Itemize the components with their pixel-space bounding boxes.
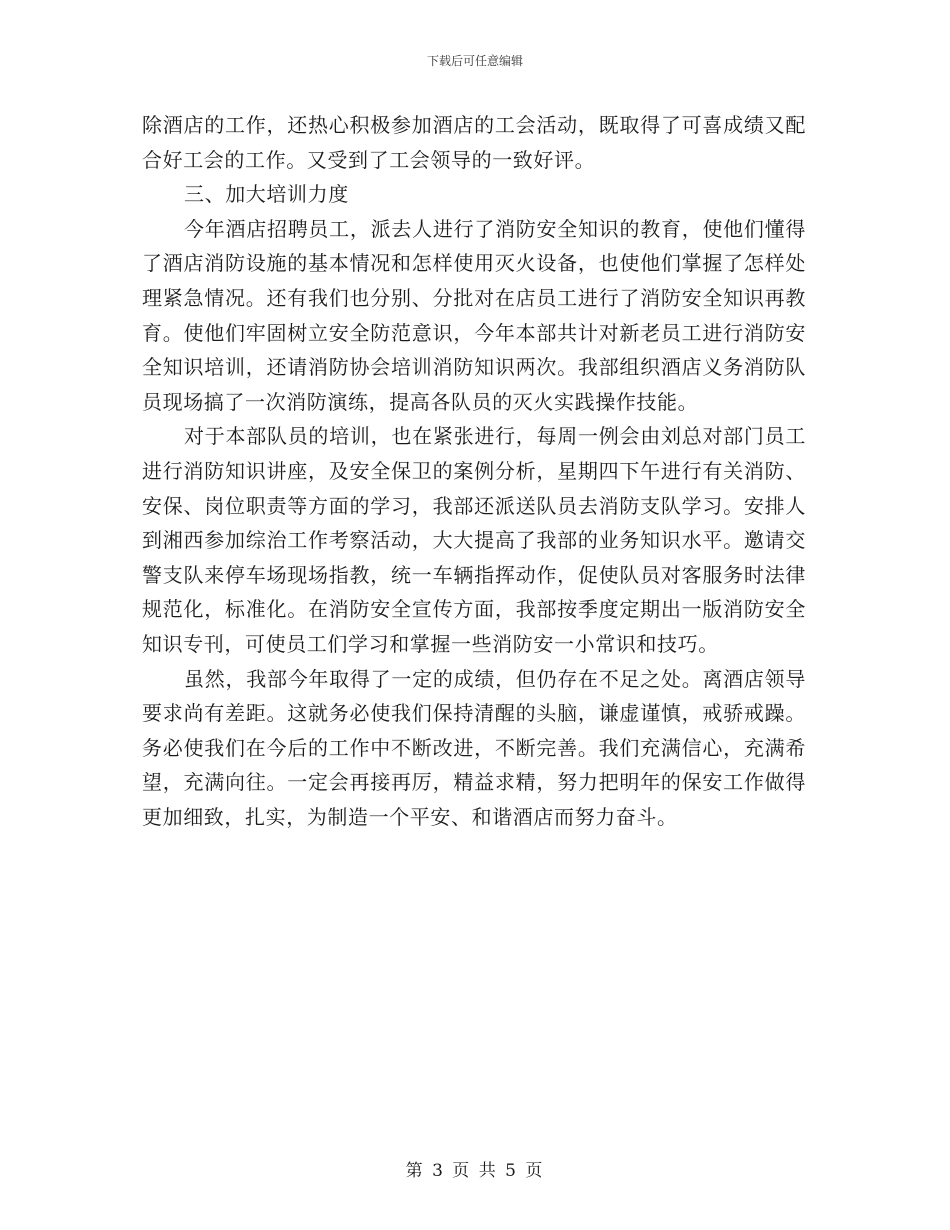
page-header: 下载后可任意编辑 (426, 54, 523, 68)
paragraph-training-new-staff: 今年酒店招聘员工，派去人进行了消防安全知识的教育，使他们懂得了酒店消防设施的基本情况和怎样使用灭火设备，也使他们掌握了怎样处理紧急情况。还有我们也分别、分批对在店员工进行了消防安全知识再教育。使他们牢固树立安全防范意识，今年本部共计对新老员工进行消防安全知识培训，还请消防协会培训消防知识两次。我部组织酒店义务消防队员现场搞了一次消防演练，提高各队员的灭火实践操作技能。 (142, 216, 806, 414)
paragraph-team-training: 对于本部队员的培训，也在紧张进行，每周一例会由刘总对部门员工进行消防知识讲座，及安全保卫的案例分析，星期四下午进行有关消防、安保、岗位职责等方面的学习，我部还派送队员去消防支队学习。安排人到湘西参加综治工作考察活动，大大提高了我部的业务知识水平。邀请交警支队来停车场现场指教，统一车辆指挥动作，促使队员对客服务时法律规范化，标准化。在消防安全宣传方面，我部按季度定期出一版消防安全知识专刊，可使员工们学习和掌握一些消防安一小常识和技巧。 (142, 424, 806, 656)
paragraph-continuation: 除酒店的工作，还热心积极参加酒店的工会活动，既取得了可喜成绩又配合好工会的工作。又受到了工会领导的一致好评。 (142, 113, 806, 172)
paragraph-conclusion: 虽然，我部今年取得了一定的成绩，但仍存在不足之处。离酒店领导要求尚有差距。这就务必使我们保持清醒的头脑，谦虚谨慎，戒骄戒躁。务必使我们在今后的工作中不断改进，不断完善。我们充满信心，充满希望，充满向往。一定会再接再厉，精益求精，努力把明年的保安工作做得更加细致，扎实，为制造一个平安、和谐酒店而努力奋斗。 (142, 666, 806, 829)
page-number: 第 3 页 共 5 页 (405, 1161, 545, 1181)
document-body (142, 108, 806, 834)
section-heading: 三、加大培训力度 (184, 182, 349, 207)
